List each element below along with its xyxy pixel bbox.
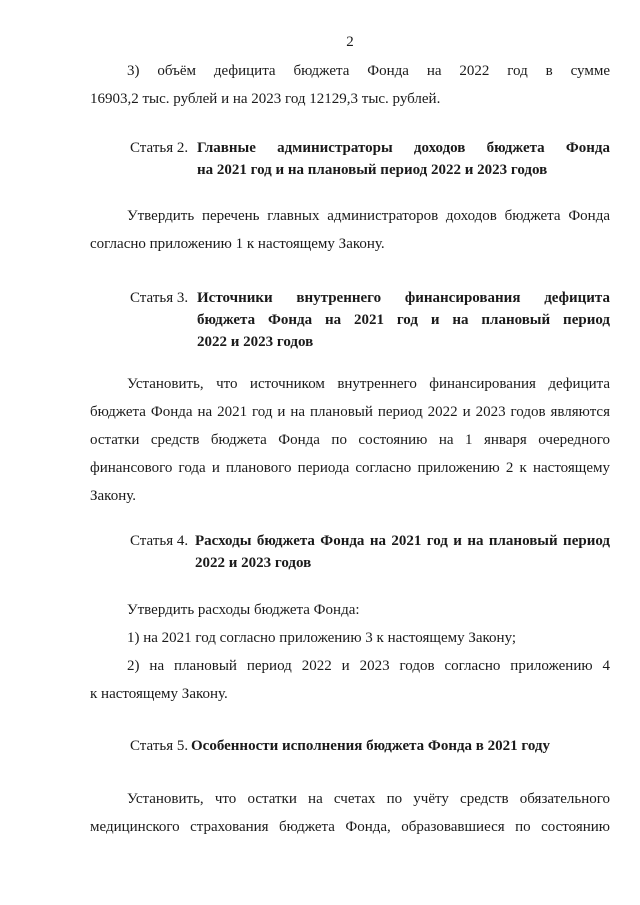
body-line: Утвердить перечень главных администраторов доходов бюджета Фонда — [127, 208, 610, 224]
article-title-line: на 2021 год и на плановый период 2022 и 2023 годов — [197, 162, 548, 178]
body-line: бюджета Фонда на 2021 год и на плановый период 2022 и 2023 годов являются — [90, 404, 610, 420]
body-line: 2) на плановый период 2022 и 2023 годов согласно приложению 4 — [127, 658, 610, 674]
body-line: остатки средств бюджета Фонда по состоянию на 1 января очередного — [90, 432, 610, 448]
body-line: Установить, что источником внутреннего финансирования дефицита — [127, 376, 610, 392]
article-title — [197, 287, 610, 353]
body-line: медицинского страхования бюджета Фонда, образовавшиеся по состоянию — [90, 819, 610, 835]
article-label: Статья 3. — [130, 290, 189, 306]
intro-line: 3) объём дефицита бюджета Фонда на 2022 год в сумме — [127, 63, 610, 79]
article-title-line: бюджета Фонда на 2021 год и на плановый период — [197, 312, 610, 328]
article-title-line: Источники внутреннего финансирования дефицита — [197, 290, 610, 306]
body-line: Закону. — [90, 488, 136, 504]
body-line: Утвердить расходы бюджета Фонда: — [127, 602, 360, 618]
article-2-body — [90, 202, 610, 258]
article-title — [191, 735, 610, 757]
article-title-line: 2022 и 2023 годов — [197, 334, 314, 350]
article-label: Статья 4. — [130, 533, 189, 549]
article-2-heading — [130, 137, 610, 181]
article-5-heading — [130, 735, 610, 757]
intro-paragraph — [90, 57, 610, 113]
article-title-line: Особенности исполнения бюджета Фонда в 2021 году — [191, 738, 550, 754]
body-line: Установить, что остатки на счетах по учёту средств обязательного — [127, 791, 610, 807]
article-label: Статья 2. — [130, 140, 189, 156]
page-number: 2 — [346, 34, 354, 50]
body-line: согласно приложению 1 к настоящему Закону. — [90, 236, 385, 252]
article-label: Статья 5. — [130, 738, 189, 754]
article-title-line: Расходы бюджета Фонда на 2021 год и на плановый период — [195, 533, 610, 549]
article-title — [195, 530, 610, 574]
body-line: 1) на 2021 год согласно приложению 3 к настоящему Закону; — [127, 630, 517, 646]
article-title-line: Главные администраторы доходов бюджета Фонда — [197, 140, 610, 156]
body-line: к настоящему Закону. — [90, 686, 228, 702]
article-title-line: 2022 и 2023 годов — [195, 555, 312, 571]
article-3-heading — [130, 287, 610, 353]
article-title — [197, 137, 610, 181]
article-5-body — [90, 785, 610, 841]
body-line: финансового года и планового периода согласно приложению 2 к настоящему — [90, 460, 610, 476]
article-4-heading — [130, 530, 610, 574]
article-4-body — [90, 596, 610, 708]
intro-line: 16903,2 тыс. рублей и на 2023 год 12129,3 тыс. рублей. — [90, 91, 441, 107]
article-3-body — [90, 370, 610, 510]
